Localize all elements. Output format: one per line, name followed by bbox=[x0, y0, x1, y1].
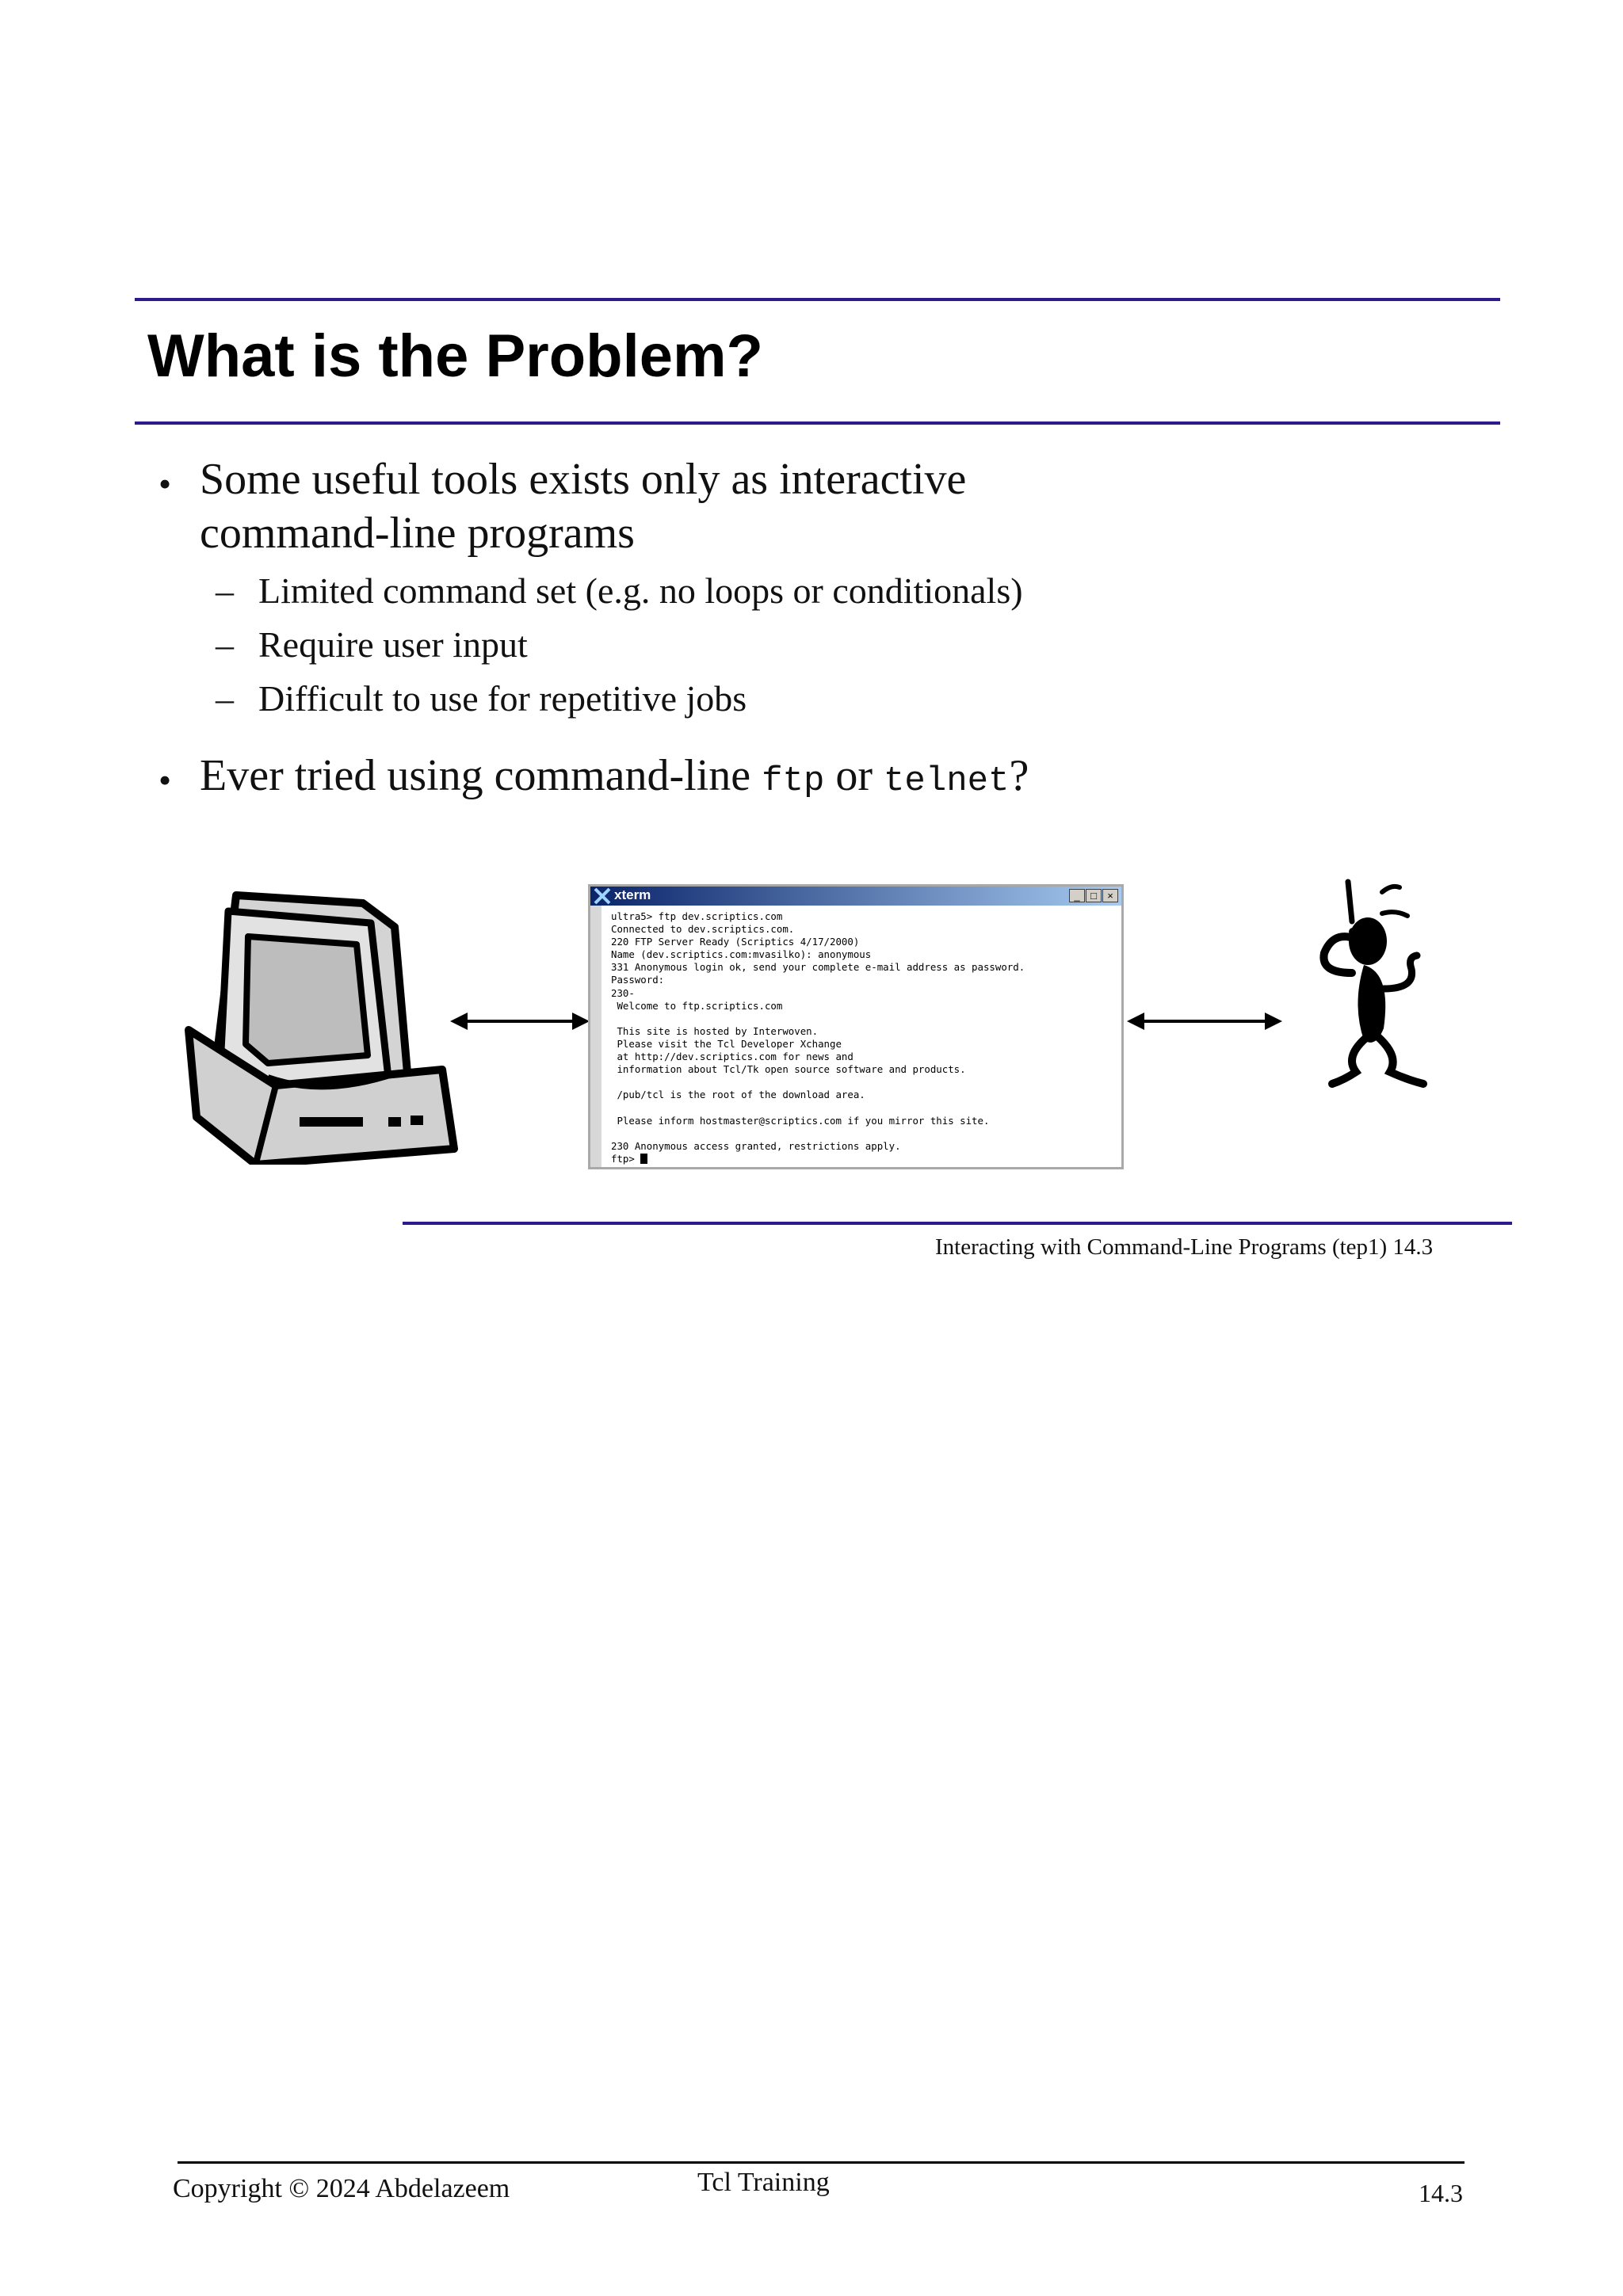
terminal-line bbox=[611, 1101, 1117, 1114]
terminal-prompt-line[interactable] bbox=[611, 1153, 1117, 1165]
xterm-title: xterm bbox=[614, 887, 651, 902]
terminal-line: Please inform hostmaster@scriptics.com if you mirror this site. bbox=[611, 1114, 990, 1127]
footer-course-title: Tcl Training bbox=[697, 2168, 830, 2197]
bullet-2 bbox=[200, 748, 1029, 803]
dash-marker: – bbox=[216, 570, 234, 611]
terminal-line: information about Tcl/Tk open source software and products. bbox=[611, 1063, 966, 1076]
xterm-scrollbar[interactable] bbox=[590, 906, 601, 1167]
terminal-line: 331 Anonymous login ok, send your complete e-mail address as password. bbox=[611, 961, 1025, 974]
terminal-line: 220 FTP Server Ready (Scriptics 4/17/2000) bbox=[611, 936, 860, 948]
terminal-line: at http://dev.scriptics.com for news and bbox=[611, 1051, 854, 1063]
xterm-titlebar[interactable] bbox=[590, 887, 1121, 906]
bullet-2-suffix: ? bbox=[1009, 751, 1029, 800]
title-rule-top bbox=[135, 298, 1500, 301]
terminal-line: This site is hosted by Interwoven. bbox=[611, 1024, 819, 1037]
terminal-output bbox=[611, 910, 1117, 1165]
terminal-line: Connected to dev.scriptics.com. bbox=[611, 923, 795, 936]
terminal-line bbox=[611, 1076, 1117, 1089]
subitem-1: Limited command set (e.g. no loops or conditionals) bbox=[258, 570, 1023, 611]
bullet-2-prefix: Ever tried using command-line bbox=[200, 751, 762, 800]
terminal-line: ultra5> ftp dev.scriptics.com bbox=[611, 910, 783, 922]
terminal-line: Name (dev.scriptics.com:mvasilko): anonymous bbox=[611, 948, 872, 961]
bullet-marker: • bbox=[158, 760, 172, 800]
footer-page-number: 14.3 bbox=[1419, 2179, 1463, 2207]
xterm-window bbox=[588, 884, 1124, 1169]
subitem-2: Require user input bbox=[258, 624, 528, 665]
close-button[interactable]: × bbox=[1102, 889, 1118, 902]
terminal-line: 230 Anonymous access granted, restrictions apply. bbox=[611, 1139, 901, 1152]
terminal-line: Welcome to ftp.scriptics.com bbox=[611, 999, 783, 1012]
bullet-1-line-1: Some useful tools exists only as interactive bbox=[200, 455, 967, 504]
figure-caption: Interacting with Command-Line Programs (tep1) 14.3 bbox=[935, 1234, 1434, 1260]
terminal-cursor bbox=[640, 1154, 647, 1164]
terminal-line: 230- bbox=[611, 986, 635, 999]
subitem-3: Difficult to use for repetitive jobs bbox=[258, 678, 747, 719]
code-telnet: telnet bbox=[884, 761, 1010, 801]
footer-copyright: Copyright © 2024 Abdelazeem bbox=[173, 2174, 510, 2203]
code-ftp: ftp bbox=[762, 761, 825, 801]
terminal-line bbox=[611, 1013, 1117, 1025]
slide-title: What is the Problem? bbox=[147, 322, 763, 390]
terminal-line: Please visit the Tcl Developer Xchange bbox=[611, 1037, 842, 1050]
terminal-line bbox=[611, 1127, 1117, 1140]
title-rule-bottom bbox=[135, 421, 1500, 425]
terminal-line: Password: bbox=[611, 974, 665, 986]
double-arrow-icon bbox=[450, 1009, 590, 1033]
minimize-button[interactable]: _ bbox=[1069, 889, 1085, 902]
bullet-marker: • bbox=[158, 463, 172, 504]
maximize-button[interactable]: □ bbox=[1086, 889, 1102, 902]
terminal-prompt: ftp> bbox=[611, 1152, 641, 1165]
footer-rule bbox=[178, 2161, 1465, 2164]
dash-marker: – bbox=[216, 624, 234, 665]
confused-person-icon bbox=[1289, 878, 1439, 1116]
computer-icon bbox=[181, 879, 458, 1165]
dash-marker: – bbox=[216, 678, 234, 719]
caption-rule bbox=[403, 1222, 1512, 1225]
bullet-1-line-2: command-line programs bbox=[200, 509, 635, 558]
x-logo-icon bbox=[594, 887, 611, 905]
bullet-2-middle: or bbox=[824, 751, 884, 800]
terminal-line: /pub/tcl is the root of the download area. bbox=[611, 1089, 865, 1101]
double-arrow-icon bbox=[1127, 1009, 1282, 1033]
